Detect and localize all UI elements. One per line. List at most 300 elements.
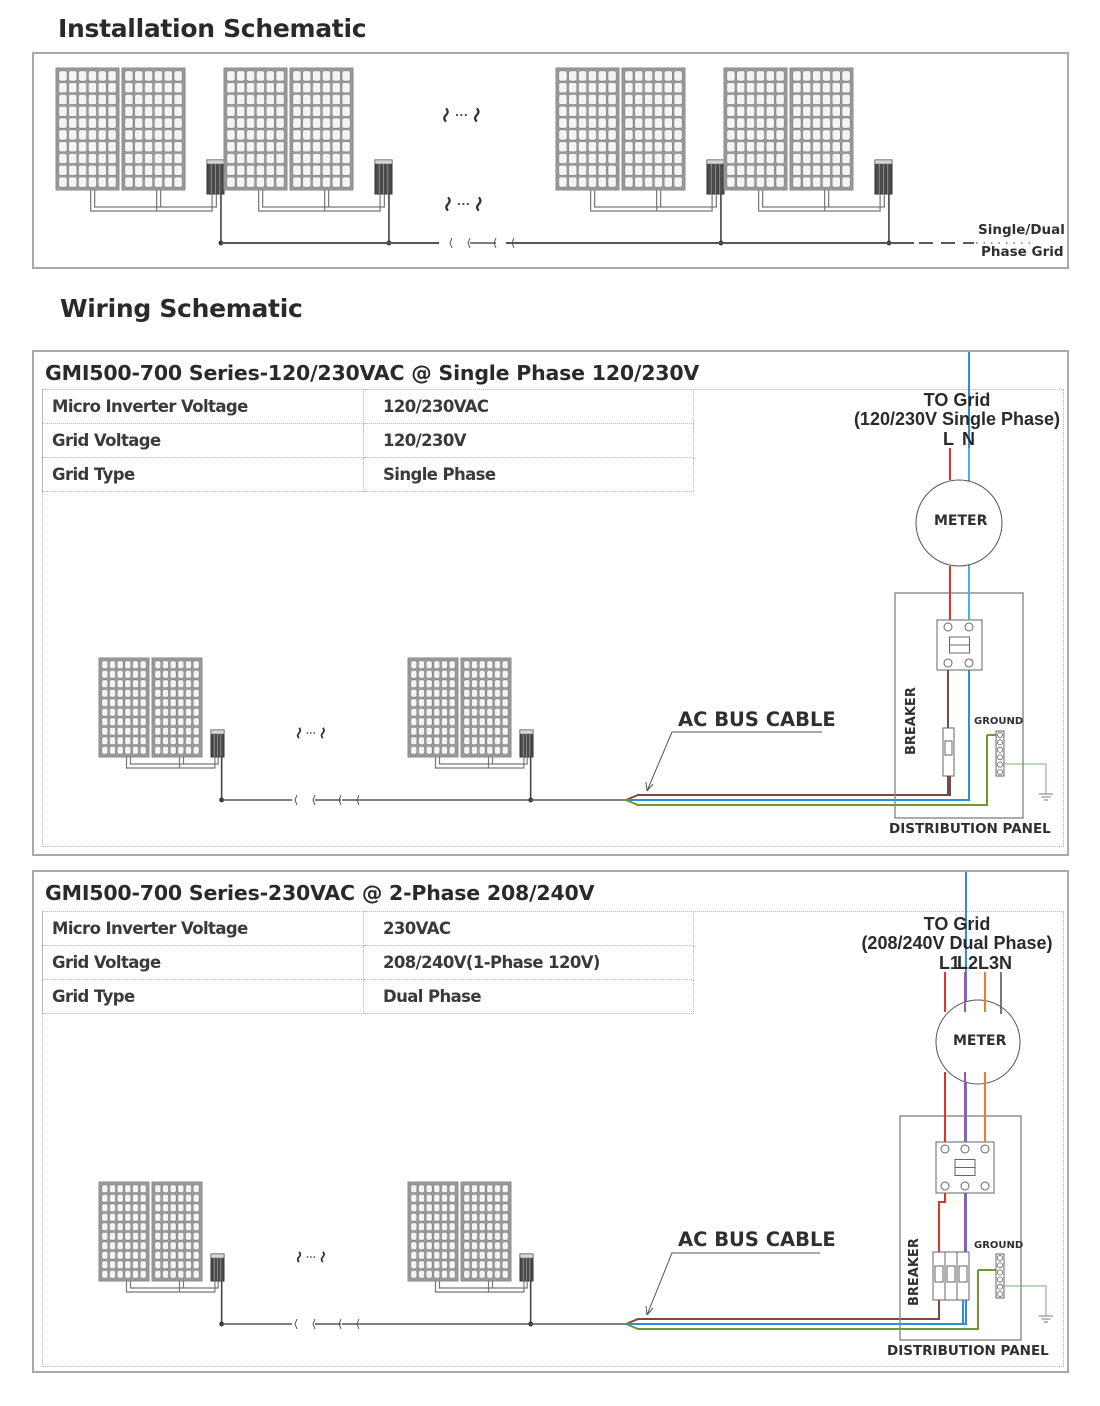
solar-cell (185, 718, 191, 726)
solar-cell (140, 727, 146, 735)
solar-cell (109, 1185, 115, 1193)
bus-conductor-brown (626, 752, 950, 800)
solar-cell (441, 680, 447, 688)
solar-cell (154, 165, 162, 175)
solar-cell (588, 177, 596, 187)
solar-cell (411, 746, 417, 754)
solar-cell (832, 142, 840, 152)
solar-cell (441, 708, 447, 716)
solar-cell (178, 1251, 184, 1259)
solar-cell (132, 1270, 138, 1278)
solar-cell (578, 165, 586, 175)
solar-cell (746, 94, 754, 104)
solar-cell (625, 177, 633, 187)
solar-cell (246, 118, 254, 128)
solar-cell (178, 737, 184, 745)
solar-cell (559, 153, 567, 163)
break-symbol (477, 197, 480, 210)
wiring-section-single-phase (32, 350, 1069, 856)
solar-cell (322, 142, 330, 152)
solar-cell (155, 718, 161, 726)
solar-cell (178, 1223, 184, 1231)
dc-cable (127, 757, 215, 768)
solar-cell (125, 1194, 131, 1202)
solar-cell (174, 153, 182, 163)
solar-cell (449, 1251, 455, 1259)
solar-cell (342, 118, 350, 128)
solar-cell (125, 83, 133, 93)
solar-cell (108, 71, 116, 81)
solar-cell (803, 83, 811, 93)
solar-cell (342, 130, 350, 140)
solar-cell (135, 130, 143, 140)
break-symbol (298, 728, 301, 738)
break-tick (450, 238, 452, 248)
solar-cell (332, 83, 340, 93)
solar-cell (418, 1242, 424, 1250)
solar-cell (766, 177, 774, 187)
solar-cell (155, 1261, 161, 1269)
solar-cell (256, 94, 264, 104)
solar-cell (125, 708, 131, 716)
solar-cell (471, 1185, 477, 1193)
solar-cell (312, 71, 320, 81)
solar-cell (185, 689, 191, 697)
solar-cell (479, 727, 485, 735)
solar-cell (625, 130, 633, 140)
solar-cell (178, 1270, 184, 1278)
solar-cell (494, 708, 500, 716)
ellipsis-dot (313, 1256, 315, 1258)
solar-cell (434, 1232, 440, 1240)
solar-cell (155, 1213, 161, 1221)
solar-cell (185, 661, 191, 669)
solar-cell (737, 94, 745, 104)
earth-lead (1004, 764, 1046, 794)
solar-cell (578, 142, 586, 152)
solar-cell (793, 118, 801, 128)
solar-cell (588, 142, 596, 152)
solar-cell (635, 142, 643, 152)
solar-cell (441, 1232, 447, 1240)
solar-cell (756, 153, 764, 163)
inverter-cap (375, 160, 392, 164)
solar-cell (193, 680, 199, 688)
solar-cell (117, 1204, 123, 1212)
solar-cell (464, 737, 470, 745)
solar-cell (154, 71, 162, 81)
solar-cell (117, 1213, 123, 1221)
solar-cell (125, 1270, 131, 1278)
solar-cell (644, 106, 652, 116)
solar-cell (125, 1261, 131, 1269)
solar-cell (174, 71, 182, 81)
solar-cell (411, 1213, 417, 1221)
solar-cell (766, 94, 774, 104)
solar-cell (578, 153, 586, 163)
solar-cell (502, 661, 508, 669)
solar-cell (162, 1223, 168, 1231)
solar-cell (625, 142, 633, 152)
solar-cell (193, 689, 199, 697)
solar-cell (256, 142, 264, 152)
solar-cell (598, 130, 606, 140)
solar-cell (487, 1242, 493, 1250)
solar-cell (144, 165, 152, 175)
solar-cell (625, 118, 633, 128)
solar-cell (88, 165, 96, 175)
solar-cell (185, 1251, 191, 1259)
solar-cell (69, 142, 77, 152)
solar-cell (494, 699, 500, 707)
solar-cell (237, 165, 245, 175)
solar-cell (449, 680, 455, 688)
solar-cell (109, 689, 115, 697)
grid-label-line2: Phase Grid (981, 244, 1064, 260)
solar-cell (471, 1204, 477, 1212)
solar-cell (193, 1213, 199, 1221)
switch-terminal (981, 1182, 989, 1190)
solar-cell (227, 118, 235, 128)
solar-cell (756, 177, 764, 187)
solar-cell (193, 1232, 199, 1240)
solar-cell (608, 153, 616, 163)
solar-cell (559, 142, 567, 152)
solar-cell (88, 153, 96, 163)
solar-cell (559, 177, 567, 187)
solar-cell (487, 1261, 493, 1269)
solar-cell (102, 1270, 108, 1278)
solar-panel (790, 68, 853, 190)
solar-cell (426, 1261, 432, 1269)
solar-cell (654, 130, 662, 140)
solar-cell (418, 1261, 424, 1269)
solar-cell (59, 94, 67, 104)
solar-cell (162, 1251, 168, 1259)
solar-cell (237, 177, 245, 187)
solar-cell (776, 142, 784, 152)
solar-panel (290, 68, 353, 190)
solar-cell (69, 71, 77, 81)
solar-cell (125, 165, 133, 175)
solar-cell (102, 1232, 108, 1240)
solar-cell (155, 1242, 161, 1250)
solar-cell (140, 1204, 146, 1212)
solar-cell (140, 689, 146, 697)
solar-cell (109, 1232, 115, 1240)
solar-cell (266, 177, 274, 187)
solar-cell (411, 689, 417, 697)
solar-cell (842, 153, 850, 163)
solar-cell (109, 1270, 115, 1278)
solar-cell (342, 142, 350, 152)
solar-cell (125, 1223, 131, 1231)
solar-cell (312, 165, 320, 175)
switch-terminal (944, 623, 952, 631)
solar-cell (487, 718, 493, 726)
solar-cell (625, 165, 633, 175)
solar-cell (494, 680, 500, 688)
solar-cell (441, 689, 447, 697)
solar-cell (164, 71, 172, 81)
solar-cell (102, 680, 108, 688)
solar-cell (193, 1223, 199, 1231)
solar-cell (125, 71, 133, 81)
solar-cell (471, 746, 477, 754)
solar-cell (569, 83, 577, 93)
solar-cell (185, 670, 191, 678)
solar-cell (170, 1242, 176, 1250)
solar-cell (569, 165, 577, 175)
solar-cell (312, 106, 320, 116)
solar-cell (117, 1185, 123, 1193)
solar-cell (140, 699, 146, 707)
solar-cell (776, 106, 784, 116)
dc-cable (263, 190, 385, 207)
switch-terminal (941, 1182, 949, 1190)
solar-cell (487, 1223, 493, 1231)
solar-cell (559, 130, 567, 140)
solar-panel (224, 68, 287, 190)
solar-cell (822, 94, 830, 104)
solar-cell (746, 83, 754, 93)
dc-cable (440, 1281, 528, 1288)
solar-cell (108, 165, 116, 175)
installation-diagram-frame (32, 52, 1069, 269)
solar-cell (464, 1232, 470, 1240)
solar-cell (727, 153, 735, 163)
solar-cell (578, 83, 586, 93)
solar-cell (125, 661, 131, 669)
solar-cell (426, 708, 432, 716)
solar-cell (237, 94, 245, 104)
solar-cell (185, 746, 191, 754)
solar-cell (426, 727, 432, 735)
solar-cell (471, 1270, 477, 1278)
solar-cell (109, 708, 115, 716)
solar-cell (174, 130, 182, 140)
solar-cell (312, 153, 320, 163)
solar-cell (178, 699, 184, 707)
solar-cell (737, 118, 745, 128)
solar-cell (59, 142, 67, 152)
solar-cell (322, 153, 330, 163)
pv-array-group (99, 658, 224, 802)
bus-conductor-brown (626, 1304, 939, 1324)
solar-cell (766, 153, 774, 163)
solar-cell (776, 118, 784, 128)
solar-cell (569, 94, 577, 104)
solar-cell (479, 699, 485, 707)
solar-cell (102, 1213, 108, 1221)
solar-cell (174, 142, 182, 152)
ellipsis-dot (465, 114, 467, 116)
solar-cell (69, 165, 77, 175)
solar-cell (125, 737, 131, 745)
solar-cell (812, 177, 820, 187)
solar-cell (418, 1270, 424, 1278)
solar-cell (227, 153, 235, 163)
solar-cell (246, 94, 254, 104)
solar-cell (479, 689, 485, 697)
solar-cell (776, 83, 784, 93)
solar-cell (69, 130, 77, 140)
solar-cell (312, 142, 320, 152)
dc-cable (595, 190, 717, 207)
solar-cell (342, 165, 350, 175)
ground-label: GROUND (974, 716, 1024, 727)
solar-cell (69, 83, 77, 93)
solar-cell (832, 94, 840, 104)
solar-cell (266, 94, 274, 104)
solar-cell (449, 689, 455, 697)
solar-cell (193, 1270, 199, 1278)
solar-cell (155, 737, 161, 745)
solar-cell (559, 165, 567, 175)
solar-cell (418, 737, 424, 745)
solar-cell (441, 727, 447, 735)
spec-value: Dual Phase (364, 980, 694, 1014)
solar-cell (803, 94, 811, 104)
solar-cell (174, 106, 182, 116)
solar-cell (598, 118, 606, 128)
solar-cell (644, 177, 652, 187)
solar-cell (98, 118, 106, 128)
solar-cell (246, 177, 254, 187)
solar-cell (125, 94, 133, 104)
solar-cell (135, 83, 143, 93)
solar-cell (426, 1251, 432, 1259)
solar-cell (441, 1270, 447, 1278)
solar-cell (756, 106, 764, 116)
solar-cell (464, 699, 470, 707)
solar-cell (185, 680, 191, 688)
solar-cell (426, 689, 432, 697)
solar-cell (162, 1194, 168, 1202)
solar-cell (766, 71, 774, 81)
dc-cable (91, 190, 212, 211)
solar-cell (227, 165, 235, 175)
solar-cell (434, 661, 440, 669)
solar-cell (154, 153, 162, 163)
solar-cell (418, 708, 424, 716)
solar-cell (132, 737, 138, 745)
solar-cell (246, 153, 254, 163)
solar-cell (178, 1261, 184, 1269)
solar-cell (776, 177, 784, 187)
solar-cell (434, 727, 440, 735)
solar-cell (164, 83, 172, 93)
solar-cell (812, 142, 820, 152)
solar-cell (737, 165, 745, 175)
solar-cell (98, 177, 106, 187)
solar-cell (434, 1185, 440, 1193)
solar-cell (418, 727, 424, 735)
solar-cell (132, 1223, 138, 1231)
solar-cell (842, 142, 850, 152)
solar-cell (312, 94, 320, 104)
solar-cell (654, 165, 662, 175)
solar-cell (322, 83, 330, 93)
solar-cell (487, 699, 493, 707)
solar-cell (78, 142, 86, 152)
solar-cell (434, 680, 440, 688)
solar-cell (125, 727, 131, 735)
solar-cell (842, 94, 850, 104)
solar-cell (162, 1242, 168, 1250)
micro-inverter-icon (875, 160, 892, 194)
solar-cell (140, 1223, 146, 1231)
solar-cell (674, 165, 682, 175)
solar-cell (842, 130, 850, 140)
solar-cell (487, 1232, 493, 1240)
solar-cell (178, 689, 184, 697)
solar-cell (125, 177, 133, 187)
solar-cell (832, 106, 840, 116)
solar-cell (125, 130, 133, 140)
solar-cell (644, 83, 652, 93)
solar-cell (479, 1185, 485, 1193)
solar-panel (99, 1182, 149, 1281)
solar-cell (125, 680, 131, 688)
solar-cell (88, 71, 96, 81)
solar-cell (322, 94, 330, 104)
solar-cell (822, 71, 830, 81)
solar-cell (766, 142, 774, 152)
solar-cell (170, 1204, 176, 1212)
solar-cell (471, 727, 477, 735)
solar-cell (98, 94, 106, 104)
solar-cell (434, 1261, 440, 1269)
solar-cell (635, 153, 643, 163)
solar-cell (140, 1185, 146, 1193)
solar-cell (803, 165, 811, 175)
solar-cell (502, 1270, 508, 1278)
solar-cell (117, 746, 123, 754)
solar-cell (411, 699, 417, 707)
solar-cell (502, 1232, 508, 1240)
break-symbol (322, 728, 325, 738)
solar-cell (293, 118, 301, 128)
solar-cell (654, 153, 662, 163)
solar-cell (193, 737, 199, 745)
solar-cell (193, 1251, 199, 1259)
solar-cell (635, 177, 643, 187)
solar-cell (793, 130, 801, 140)
solar-cell (78, 71, 86, 81)
solar-cell (464, 1261, 470, 1269)
solar-cell (164, 142, 172, 152)
solar-cell (471, 670, 477, 678)
solar-cell (793, 142, 801, 152)
solar-cell (109, 1204, 115, 1212)
solar-cell (559, 94, 567, 104)
solar-cell (132, 1261, 138, 1269)
solar-cell (832, 130, 840, 140)
solar-cell (144, 177, 152, 187)
solar-cell (471, 1194, 477, 1202)
solar-cell (588, 83, 596, 93)
solar-cell (185, 1223, 191, 1231)
solar-cell (237, 142, 245, 152)
solar-cell (766, 165, 774, 175)
solar-cell (125, 699, 131, 707)
solar-cell (727, 165, 735, 175)
solar-panel (461, 1182, 511, 1281)
dc-cable (763, 190, 885, 207)
inverter-cap (520, 730, 533, 734)
solar-cell (479, 1194, 485, 1202)
